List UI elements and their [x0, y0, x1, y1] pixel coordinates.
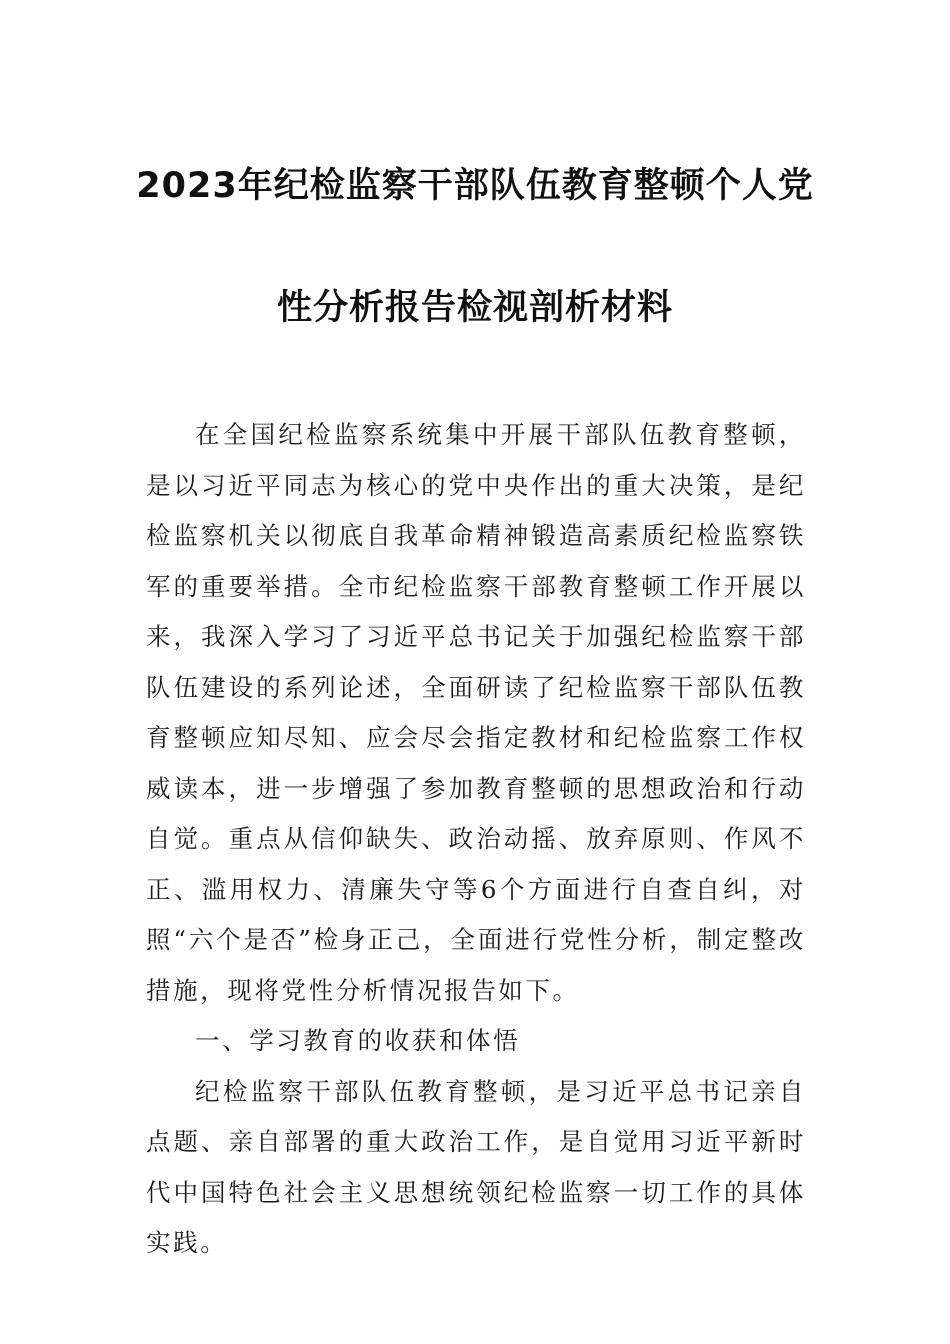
section-heading-1: 一、学习教育的收获和体悟 [195, 1026, 521, 1055]
intro-paragraph: 在全国纪检监察系统集中开展干部队伍教育整顿，是以习近平同志为核心的党中央作出的重大决策，是纪检监察机关以彻底自我革命精神锻造高素质纪检监察铁军的重要举措。全市纪检监察干部教育整顿工作开展以来，我深入学习了习近平总书记关于加强纪检监察干部队伍建设的系列论述，全面研读了纪检监察干部队伍教育整顿应知尽知、应会尽会指定教材和纪检监察工作权威读本，进一步增强了参加教育整顿的思想政治和行动自觉。重点从信仰缺失、政治动摇、放弃原则、作风不正、滥用权力、清廉失守等6个方面进行自查自纠，对照“六个是否”检身正己，全面进行党性分析，制定整改措施，现将党性分析情况报告如下。 [146, 420, 806, 1005]
document-title-line-2: 性分析报告检视剖析材料 [276, 288, 673, 328]
section-1-paragraph: 纪检监察干部队伍教育整顿，是习近平总书记亲自点题、亲自部署的重大政治工作，是自觉用习近平新时代中国特色社会主义思想统领纪检监察一切工作的具体实践。 [146, 1076, 806, 1257]
document-title-line-1: 2023年纪检监察干部队伍教育整顿个人党 [136, 166, 814, 206]
document-body [146, 410, 806, 1269]
